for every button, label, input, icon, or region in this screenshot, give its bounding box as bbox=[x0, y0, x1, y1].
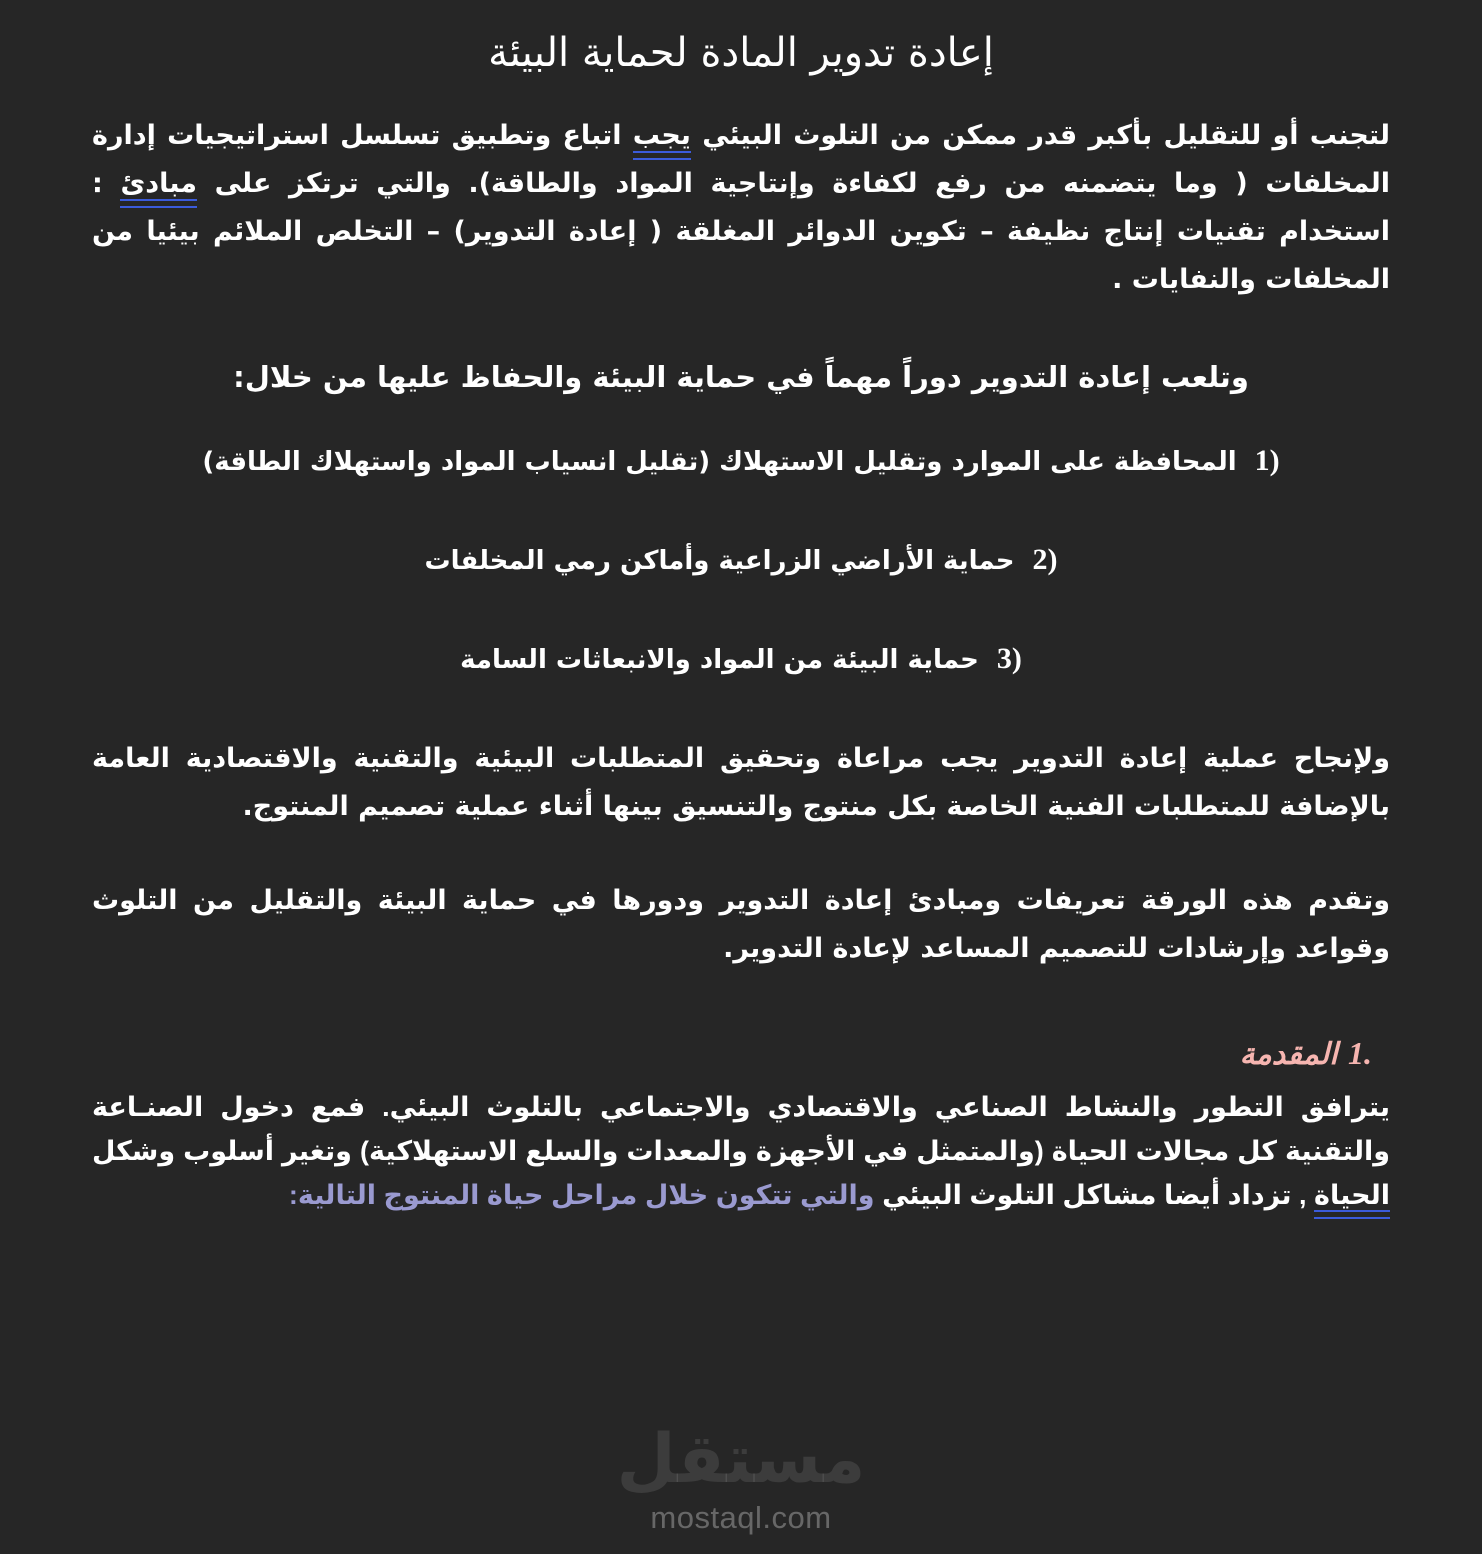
lead-in-line: وتلعب إعادة التدوير دوراً مهماً في حماية البيئة والحفاظ عليها من خلال: bbox=[233, 360, 1249, 395]
list-item-marker: 2) bbox=[1032, 543, 1058, 577]
page-title: إعادة تدوير المادة لحماية البيئة bbox=[488, 30, 994, 76]
watermark bbox=[616, 1420, 866, 1536]
list-item-marker: 3) bbox=[996, 642, 1022, 676]
spellcheck-word-1: يجب bbox=[632, 120, 691, 151]
section-title: المقدمة bbox=[1239, 1037, 1338, 1073]
list-item bbox=[92, 636, 1390, 681]
list-item bbox=[92, 537, 1390, 582]
intro-segment-a: يترافق التطور والنشاط الصناعي والاقتصادي والاجتماعي بالتلوث البيئي. فمع دخول الصنـاعة والتقنية كل مجالات الحياة (والمتمثل في الأجهزة والمعدات والسلع الاستهلاكية) وتغير أسلوب وشكل bbox=[92, 1092, 1390, 1167]
intro-tinted-tail: والتي تتكون خلال مراحل حياة المنتوج التالية: bbox=[288, 1179, 875, 1210]
paragraph-1 bbox=[92, 112, 1390, 304]
list-item-label: حماية الأراضي الزراعية وأماكن رمي المخلفات bbox=[424, 546, 1015, 577]
paragraph-1-segment-c: : استخدام تقنيات إنتاج نظيفة – تكوين الدوائر المغلقة ( إعادة التدوير) – التخلص الملائم بيئيا من المخلفات والنفايات . bbox=[92, 168, 1390, 296]
list-item bbox=[92, 438, 1390, 483]
spellcheck-word-3: الحياة bbox=[1314, 1179, 1390, 1210]
watermark-mark: مستقل bbox=[616, 1420, 866, 1499]
watermark-url: mostaql.com bbox=[650, 1500, 832, 1535]
paragraph-1-segment-a: لتجنب أو للتقليل بأكبر قدر ممكن من التلوث البيئي bbox=[702, 120, 1390, 151]
intro-paragraph bbox=[92, 1086, 1390, 1217]
paragraph-2: ولإنجاح عملية إعادة التدوير يجب مراعاة وتحقيق المتطلبات البيئية والتقنية والاقتصادية العامة بالإضافة للمتطلبات الفنية الخاصة بكل منتوج والتنسيق بينها أثناء عملية تصميم المنتوج. bbox=[92, 743, 1390, 823]
paragraph-3: وتقدم هذه الورقة تعريفات ومبادئ إعادة التدوير ودورها في حماية البيئة والتقليل من التلوث وقواعد وإرشادات للتصميم المساعد لإعادة التدوير. bbox=[92, 885, 1390, 965]
list-item-label: حماية البيئة من المواد والانبعاثات السامة bbox=[460, 645, 979, 676]
intro-segment-b: , تزداد أيضا مشاكل التلوث البيئي bbox=[882, 1179, 1307, 1210]
section-number: 1. bbox=[1348, 1035, 1372, 1072]
section-heading-introduction bbox=[92, 1035, 1390, 1072]
list-item-label: المحافظة على الموارد وتقليل الاستهلاك (تقليل انسياب المواد واستهلاك الطاقة) bbox=[202, 447, 1237, 478]
benefits-list bbox=[92, 438, 1390, 681]
paragraph-1-segment-b: اتباع وتطبيق تسلسل استراتيجيات إدارة المخلفات ( وما يتضمنه من رفع لكفاءة وإنتاجية المواد والطاقة). والتي ترتكز على bbox=[92, 120, 1390, 200]
document-page bbox=[0, 28, 1482, 1554]
spellcheck-word-2: مبادئ bbox=[120, 168, 197, 200]
list-item-marker: 1) bbox=[1254, 444, 1280, 478]
